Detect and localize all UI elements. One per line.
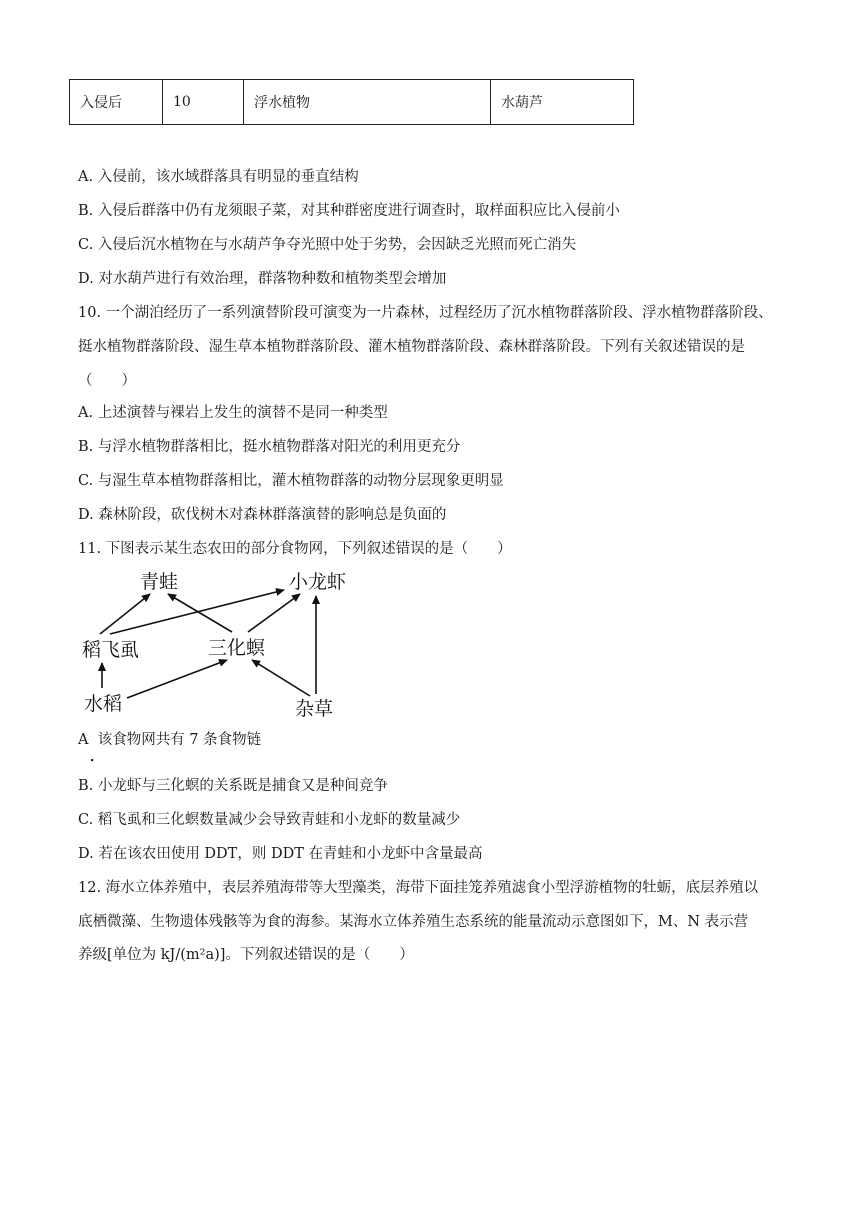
q11-stem: 11. 下图表示某生态农田的部分食物网，下列叙述错误的是（ ） <box>78 541 512 557</box>
cell-dominant: 水葫芦 <box>491 80 634 125</box>
q11-option-a-text: 该食物网共有 7 条食物链 <box>97 732 262 748</box>
q11-option-a-dot: ． <box>90 749 104 765</box>
arrow-snail-frog <box>168 594 232 632</box>
q11-option-d: D. 若在该农田使用 DDT，则 DDT 在青蛙和小龙虾中含量最高 <box>78 846 483 862</box>
node-weeds: 杂草 <box>295 698 334 720</box>
q9-option-c: C. 入侵后沉水植物在与水葫芦争夺光照中处于劣势，会因缺乏光照而死亡消失 <box>78 237 577 253</box>
cell-plant-type: 浮水植物 <box>244 80 491 125</box>
cell-period: 入侵后 <box>70 80 163 125</box>
q11-option-a <box>78 730 261 750</box>
node-planthopper: 稻飞虱 <box>82 639 140 661</box>
node-frog: 青蛙 <box>140 571 179 593</box>
q12-stem-line1: 12. 海水立体养殖中，表层养殖海带等大型藻类，海带下面挂笼养殖滤食小型浮游植物的牡蛎，底层养殖以 <box>78 880 759 896</box>
node-snail: 三化螟 <box>208 637 266 659</box>
q9-option-b: B. 入侵后群落中仍有龙须眼子菜，对其种群密度进行调查时，取样面积应比入侵前小 <box>78 203 620 219</box>
data-table <box>69 79 634 125</box>
q10-option-d: D. 森林阶段，砍伐树木对森林群落演替的影响总是负面的 <box>78 507 447 523</box>
arrow-weeds-snail <box>252 660 310 696</box>
q10-option-c: C. 与湿生草本植物群落相比，灌木植物群落的动物分层现象更明显 <box>78 473 504 489</box>
q10-option-b: B. 与浮水植物群落相比，挺水植物群落对阳光的利用更充分 <box>78 439 461 455</box>
q9-option-a: A. 入侵前，该水域群落具有明显的垂直结构 <box>78 169 359 185</box>
q12-stem-line3: 养级[单位为 kJ/(m²a)]。下列叙述错误的是（ ） <box>78 947 414 963</box>
q10-stem-line1: 10. 一个湖泊经历了一系列演替阶段可演变为一片森林，过程经历了沉水植物群落阶段、浮水植物群落阶段、 <box>78 305 773 321</box>
q10-stem-line3: （ ） <box>78 373 136 389</box>
arrow-rice-snail <box>127 660 227 698</box>
q11-option-c: C. 稻飞虱和三化螟数量减少会导致青蛙和小龙虾的数量减少 <box>78 812 461 828</box>
arrow-snail-crayfish <box>248 594 300 632</box>
q9-option-d: D. 对水葫芦进行有效治理，群落物种数和植物类型会增加 <box>78 271 447 287</box>
node-rice: 水稻 <box>84 693 123 715</box>
food-web-diagram <box>72 560 372 725</box>
q12-stem-line2: 底栖微藻、生物遗体残骸等为食的海参。某海水立体养殖生态系统的能量流动示意图如下，M、N 表示营 <box>78 914 749 930</box>
node-crayfish: 小龙虾 <box>289 571 347 593</box>
q11-option-b: B. 小龙虾与三化螟的关系既是捕食又是种间竞争 <box>78 778 388 794</box>
q11-option-a-prefix: A <box>78 732 89 748</box>
cell-species-count: 10 <box>163 80 244 125</box>
table-row <box>70 80 634 125</box>
q10-option-a: A. 上述演替与裸岩上发生的演替不是同一种类型 <box>78 405 388 421</box>
arrow-planthopper-frog <box>100 594 150 634</box>
q10-stem-line2: 挺水植物群落阶段、湿生草本植物群落阶段、灌木植物群落阶段、森林群落阶段。下列有关叙述错误的是 <box>78 339 745 355</box>
